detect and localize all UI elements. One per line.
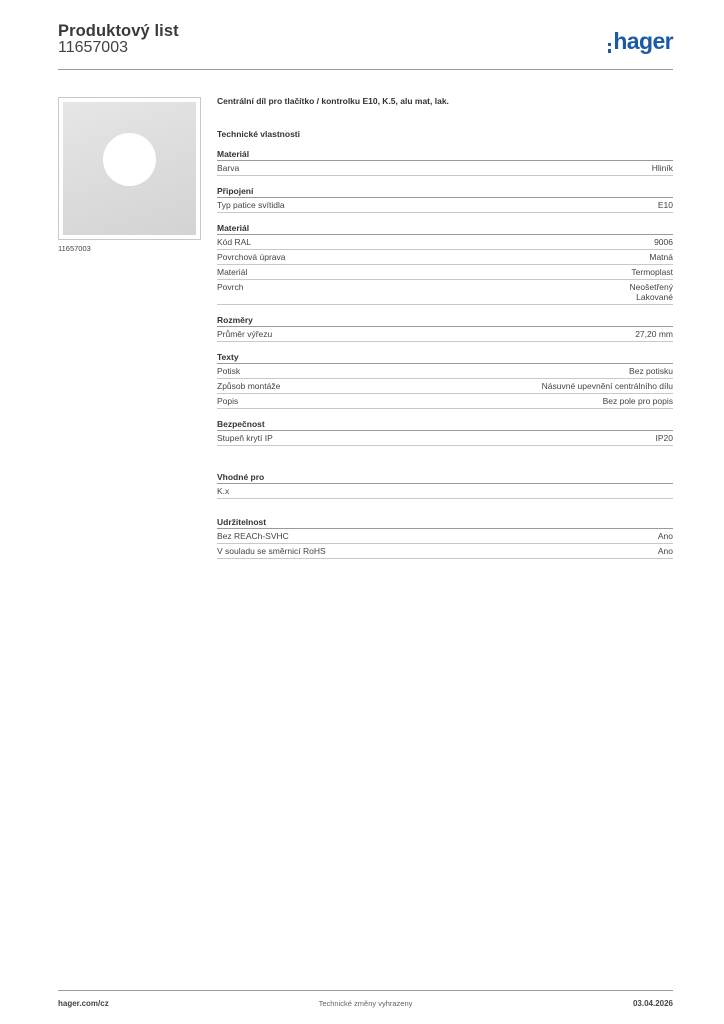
spec-row	[217, 327, 673, 342]
footer-website: hager.com/cz	[58, 999, 109, 1008]
spec-row	[217, 364, 673, 379]
spec-value: 27,20 mm	[635, 329, 673, 339]
spec-label: Povrch	[217, 282, 244, 292]
spec-label: K.x	[217, 486, 230, 496]
spec-group	[217, 517, 673, 559]
spec-value: 9006	[654, 237, 673, 247]
spec-value: E10	[657, 200, 673, 210]
spec-group	[217, 352, 673, 409]
spec-row	[217, 250, 673, 265]
spec-row	[217, 280, 673, 305]
footer-date: 03.04.2026	[632, 999, 673, 1008]
plate-picture	[63, 102, 196, 235]
spec-value: Hliník	[651, 163, 673, 173]
logo-text: hager	[613, 28, 673, 54]
spec-row	[217, 235, 673, 250]
spec-value: Ano	[657, 531, 673, 541]
spec-value: IP20	[655, 433, 673, 443]
page-title: Produktový list	[58, 22, 179, 40]
spec-label: Povrchová úprava	[217, 252, 286, 262]
spec-row	[217, 198, 673, 213]
group-title: Bezpečnost	[217, 419, 673, 431]
spec-label: Barva	[217, 163, 240, 173]
page-header	[58, 20, 673, 70]
spec-row	[217, 379, 673, 394]
spec-row	[217, 161, 673, 176]
page-footer	[58, 990, 673, 1008]
spec-row	[217, 265, 673, 280]
spec-label: Popis	[217, 396, 239, 406]
spec-group	[217, 223, 673, 305]
spec-value: Násuvné upevnění centrálního dílu	[541, 381, 673, 391]
group-title: Rozměry	[217, 315, 673, 327]
logo-dots-icon	[608, 43, 612, 53]
spec-value-line: Lakované	[636, 292, 673, 302]
spec-value-multi	[630, 282, 673, 302]
group-title: Vhodné pro	[217, 472, 673, 484]
product-image	[58, 97, 201, 240]
footer-notice: Technické změny vyhrazeny	[318, 999, 413, 1008]
group-title: Připojení	[217, 186, 673, 198]
hager-logo	[608, 28, 673, 56]
spec-value: Matná	[649, 252, 673, 262]
tech-section-title: Technické vlastnosti	[217, 129, 300, 139]
product-number: 11657003	[58, 39, 128, 56]
spec-label: Materiál	[217, 267, 248, 277]
spec-row	[217, 544, 673, 559]
spec-group	[217, 149, 673, 176]
image-caption: 11657003	[58, 244, 91, 253]
spec-label: Způsob montáže	[217, 381, 281, 391]
spec-group	[217, 472, 673, 499]
spec-group	[217, 186, 673, 213]
spec-row	[217, 529, 673, 544]
plate-hole	[103, 133, 156, 186]
spec-value: Termoplast	[631, 267, 673, 277]
group-title: Materiál	[217, 223, 673, 235]
spec-label: Průměr výřezu	[217, 329, 273, 339]
spec-row	[217, 431, 673, 446]
spec-value-line: Neošetřený	[629, 282, 673, 292]
spec-row	[217, 484, 673, 499]
spec-content	[217, 96, 673, 559]
group-title: Texty	[217, 352, 673, 364]
spec-label: Kód RAL	[217, 237, 252, 247]
spec-value: Ano	[657, 546, 673, 556]
spec-label: Bez REACh-SVHC	[217, 531, 289, 541]
spec-label: Potisk	[217, 366, 241, 376]
spec-label: V souladu se směrnicí RoHS	[217, 546, 326, 556]
spec-group	[217, 315, 673, 342]
group-title: Materiál	[217, 149, 673, 161]
spec-row	[217, 394, 673, 409]
spec-label: Stupeň krytí IP	[217, 433, 273, 443]
spec-group	[217, 419, 673, 446]
group-title: Udržitelnost	[217, 517, 673, 529]
product-description: Centrální díl pro tlačítko / kontrolku E10, K.5, alu mat, lak.	[217, 96, 449, 106]
spec-value: Bez potisku	[629, 366, 673, 376]
spec-label: Typ patice svítidla	[217, 200, 285, 210]
spec-value: Bez pole pro popis	[602, 396, 673, 406]
